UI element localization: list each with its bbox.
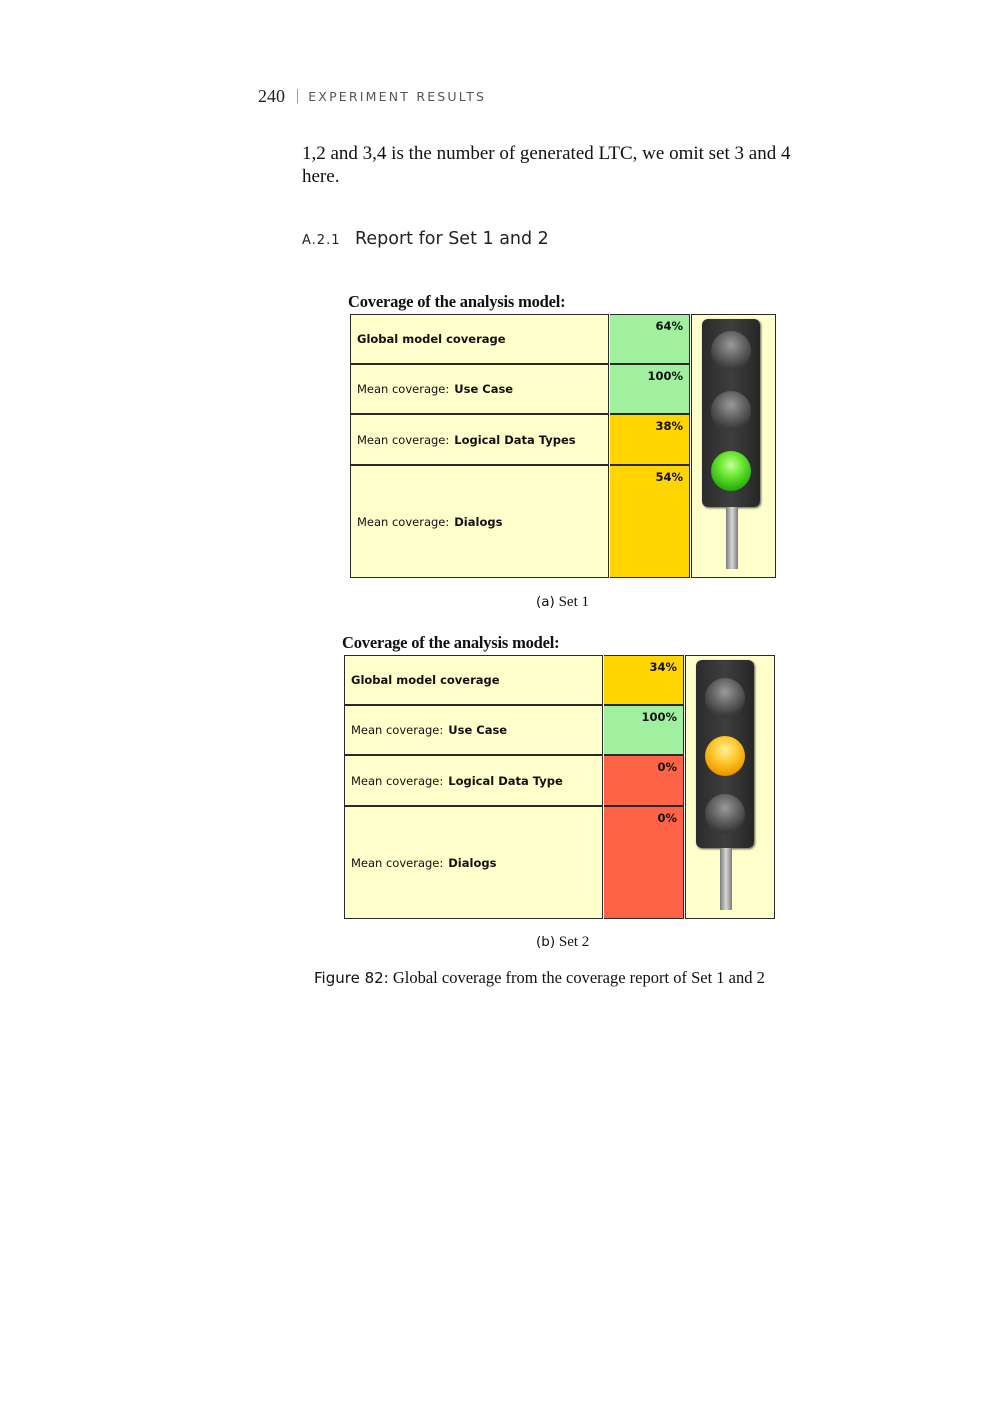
coverage-row-global xyxy=(344,655,684,705)
coverage-row-dialogs xyxy=(344,806,684,919)
row-prefix: Mean coverage: xyxy=(357,382,450,396)
coverage-table xyxy=(344,655,770,919)
panel-title: Coverage of the analysis model: xyxy=(348,292,566,311)
coverage-value: 100% xyxy=(610,364,690,414)
running-head-title: EXPERIMENT RESULTS xyxy=(308,88,487,104)
coverage-table xyxy=(350,314,776,578)
subcaption-text: Set 2 xyxy=(558,934,590,950)
traffic-light-lamp-bottom xyxy=(705,794,745,834)
coverage-value: 100% xyxy=(604,705,684,755)
row-prefix: Mean coverage: xyxy=(357,432,450,447)
row-target: Use Case xyxy=(454,382,514,396)
coverage-row-dialogs xyxy=(350,465,690,578)
coverage-value: 38% xyxy=(610,414,690,465)
coverage-value: 0% xyxy=(604,755,684,806)
row-label xyxy=(344,806,603,919)
row-target: Dialogs xyxy=(454,514,503,529)
coverage-value: 64% xyxy=(610,314,690,364)
coverage-panel-set-2 xyxy=(342,633,782,929)
row-label xyxy=(344,655,603,705)
coverage-row-global xyxy=(350,314,690,364)
subcaption-text: Set 1 xyxy=(558,594,589,610)
row-target: Dialogs xyxy=(448,855,497,870)
panel-title: Coverage of the analysis model: xyxy=(342,633,560,652)
row-label xyxy=(344,705,603,755)
running-head xyxy=(258,84,486,108)
traffic-light-lamp-middle xyxy=(711,391,751,431)
row-prefix: Mean coverage: xyxy=(351,723,444,737)
subcaption-tag: (b) xyxy=(536,934,556,950)
section-heading xyxy=(302,229,549,255)
coverage-row-use-case xyxy=(350,364,690,414)
row-prefix: Mean coverage: xyxy=(357,514,450,529)
coverage-value: 0% xyxy=(604,806,684,919)
traffic-light-pole xyxy=(726,507,738,569)
row-target: Logical Data Types xyxy=(454,432,576,447)
page-number: 240 xyxy=(258,85,285,106)
section-title: Report for Set 1 and 2 xyxy=(355,229,549,249)
subcaption-tag: (a) xyxy=(536,594,555,610)
running-head-separator: | xyxy=(296,87,300,104)
coverage-value: 34% xyxy=(604,655,684,705)
traffic-light-box xyxy=(691,314,776,578)
row-prefix: Mean coverage: xyxy=(351,773,444,788)
figure-caption-text: Global coverage from the coverage report of Set 1 and 2 xyxy=(392,968,765,987)
traffic-light-icon xyxy=(696,660,754,848)
subcaption-b xyxy=(536,934,589,951)
row-target: Use Case xyxy=(448,723,508,737)
coverage-panel-set-1 xyxy=(348,292,778,588)
body-paragraph: 1,2 and 3,4 is the number of generated LTC, we omit set 3 and 4 here. xyxy=(302,143,791,187)
traffic-light-lamp-middle xyxy=(705,736,745,776)
subcaption-a xyxy=(536,594,589,611)
section-number: A.2.1 xyxy=(302,233,341,248)
traffic-light-box xyxy=(685,655,775,919)
row-prefix: Mean coverage: xyxy=(351,855,444,870)
row-label xyxy=(350,364,609,414)
row-target: Global model coverage xyxy=(357,332,506,346)
row-target: Logical Data Type xyxy=(448,773,563,788)
row-label xyxy=(350,414,609,465)
figure-caption xyxy=(314,968,765,988)
coverage-row-use-case xyxy=(344,705,684,755)
row-label xyxy=(344,755,603,806)
traffic-light-icon xyxy=(702,319,760,507)
traffic-light-lamp-top xyxy=(705,678,745,718)
traffic-light-lamp-top xyxy=(711,331,751,371)
traffic-light-lamp-bottom xyxy=(711,451,751,491)
row-label xyxy=(350,314,609,364)
row-target: Global model coverage xyxy=(351,673,500,687)
coverage-value: 54% xyxy=(610,465,690,578)
row-label xyxy=(350,465,609,578)
coverage-row-logical-data-types xyxy=(350,414,690,465)
coverage-row-logical-data-type xyxy=(344,755,684,806)
traffic-light-pole xyxy=(720,848,732,910)
figure-caption-label: Figure 82: xyxy=(314,969,389,987)
